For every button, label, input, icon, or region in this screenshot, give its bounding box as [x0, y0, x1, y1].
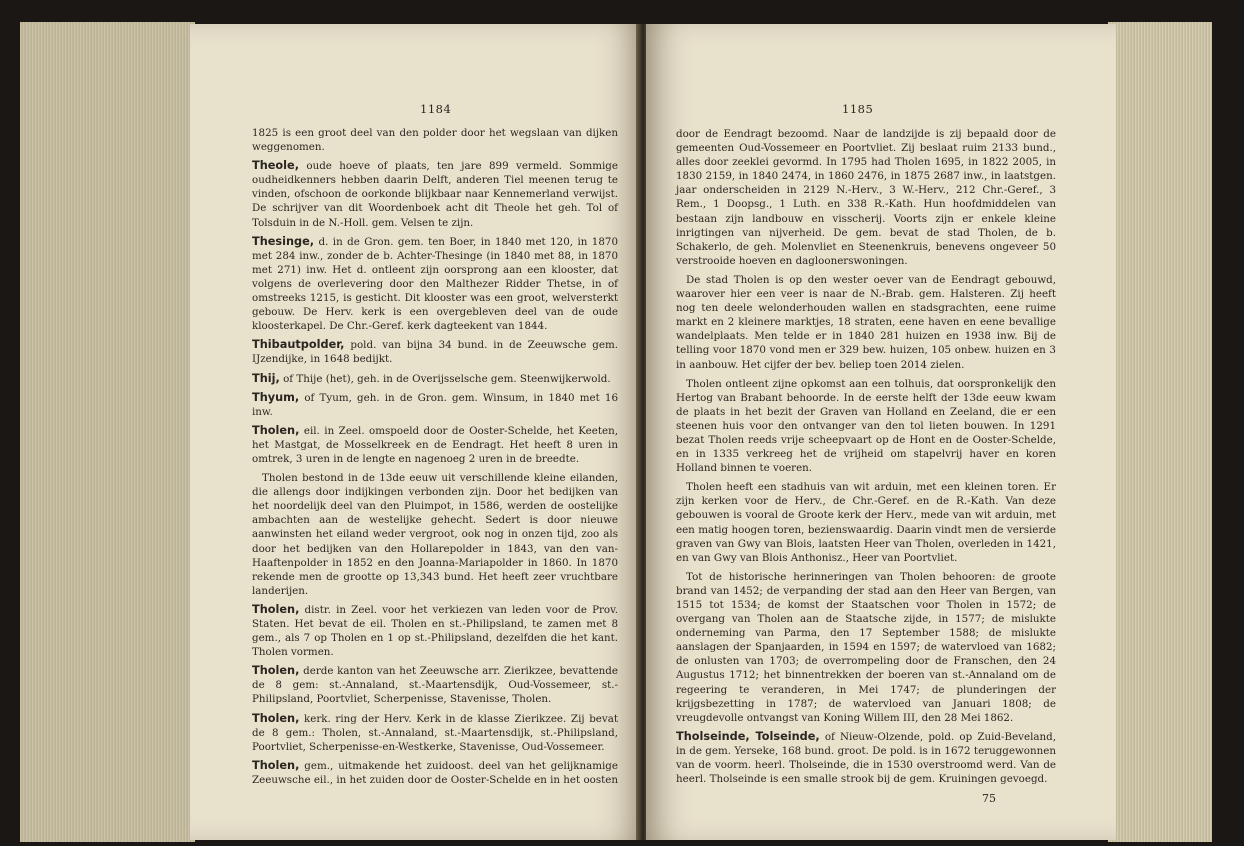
entry-headword: Thij, — [252, 371, 280, 385]
right-page — [646, 24, 1116, 840]
entry-text: De stad Tholen is op den wester oever van de Eendragt gebouwd, waarover hier een veer is naar de N.-Brab. gem. Halsteren. Zij heeft nog ten deele welonderhouden wallen en stadsgrachten, eene ruime markt en 2 kleinere marktjes, 18 straten, eene haven en eene bevallige wandelplaats. Men telde er in 1840 281 huizen en 1938 inw. Bij de telling voor 1870 vond men er 329 bew. huizen, 105 onbew. huizen en 3 in aanbouw. Het cijfer der bev. beliep toen 2014 zielen. — [676, 273, 1056, 371]
entry-text: eil. in Zeel. omspoeld door de Ooster-Schelde, het Keeten, het Mastgat, de Mosselkreek en de Eendragt. Het heeft 8 uren in omtrek, 3 uren in de lengte en nagenoeg 2 uren in de breedte. — [252, 424, 618, 465]
entry-text: gem., uitmakende het zuidoost. deel van het gelijknamige Zeeuwsche eil., in het zuiden door de Ooster-Schelde en in het oosten — [252, 759, 618, 786]
dictionary-entry — [252, 126, 618, 154]
signature-mark: 75 — [982, 792, 996, 805]
entry-headword: Thibautpolder, — [252, 338, 345, 352]
left-page — [190, 24, 642, 840]
entry-text: Tot de historische herinneringen van Tholen behooren: de groote brand van 1452; de verpanding der stad aan den Heer van Bergen, van 1515 tot 1534; de komst der Staatschen voor Tholen in 1572; de overgang van Tholen aan de Staatsche zijde, in 1577; de mislukte onderneming van Parma, den 17 September 1588; de mislukte aanslagen der Spanjaarden, in 1594 en 1597; de watervloed van 1682; de onlusten van 1703; de overrompeling door de Franschen, den 24 Augustus 1712; het binnentrekken der boeren van st.-Annaland om de regeering te veranderen, in Mei 1747; de plunderingen der krijgsbezetting in 1787; de watervloed van Januari 1808; de vreugdevolle ontvangst van Koning Willem III, den 28 Mei 1862. — [676, 570, 1056, 724]
right-page-text — [676, 127, 1056, 791]
entry-headword: Tholen, — [252, 602, 300, 616]
entry-text: of Thije (het), geh. in de Overijsselsche gem. Steenwijkerwold. — [279, 372, 611, 385]
entry-text: oude hoeve of plaats, ten jare 899 vermeld. Sommige oudheidkenners hebben daarin Delft, anderen Tiel meenen terug te vinden, ofschoon de oorkonde blijkbaar naar Kennemerland verwijst. De schrijver van dit Woordenboek acht dit Theole het geh. Tol of Tolsduin in de N.-Holl. gem. Velsen te zijn. — [252, 160, 618, 229]
entry-text: d. in de Gron. gem. ten Boer, in 1840 met 120, in 1870 met 284 inw., zonder de b. Achter-Thesinge (in 1840 met 88, in 1870 met 271) inw. Het d. ontleent zijn oorsprong aan een klooster, dat volgens de overlevering door den Malthezer Ridder Thetse, in of omstreeks 1215, is gesticht. Dit klooster was een groot, welversterkt gebouw. De Herv. kerk is een overgebleven deel van de oude kloosterkapel. De Chr.-Geref. kerk dagteekent van 1844. — [252, 235, 618, 333]
book-edge-right — [1108, 22, 1212, 842]
dictionary-entry — [676, 730, 1056, 786]
entry-headword: Thyum, — [252, 390, 300, 404]
dictionary-entry — [676, 570, 1056, 725]
entry-text: pold. van bijna 34 bund. in de Zeeuwsche gem. IJzendijke, in 1648 bedijkt. — [252, 339, 618, 366]
entry-headword: Tholen, — [252, 664, 300, 678]
left-page-text — [252, 126, 618, 792]
entry-headword: Tholen, — [252, 711, 300, 725]
dictionary-entry — [676, 273, 1056, 372]
entry-text: Tholen heeft een stadhuis van wit arduin, met een kleinen toren. Er zijn kerken voor de Herv., de Chr.-Geref. en de R.-Kath. Van deze gebouwen is vooral de Groote kerk der Herv., mede van wit arduin, met een matig hoogen toren, bezienswaardig. Daarin vindt men de versierde graven van Gwy van Blois, laatsten Heer van Tholen, overleden in 1421, en van Gwy van Blois Anthonisz., Heer van Poortvliet. — [676, 481, 1056, 564]
entry-headword: Thesinge, — [252, 234, 315, 248]
dictionary-entry — [252, 603, 618, 659]
entry-text: Tholen bestond in de 13de eeuw uit verschillende kleine eilanden, die allengs door indijkingen verbonden zijn. Door het bedijken van het noordelijk deel van den Pluimpot, in 1586, werden de oostelijke ambachten aan de westelijke gehecht. Sedert is door nieuwe aanwinsten het eiland weder vergroot, ook nog in onzen tijd, zoo als door het bedijken van den Hollarepolder in 1843, van den van-Haaftenpolder in 1852 en den Joanna-Mariapolder in 1860. In 1870 rekende men de grootte op 13,343 bund. Het heeft zeer vruchtbare landerijen. — [252, 472, 618, 597]
entry-text: of Tyum, geh. in de Gron. gem. Winsum, in 1840 met 16 inw. — [252, 391, 618, 418]
page-number-left: 1184 — [420, 102, 452, 116]
dictionary-entry — [252, 235, 618, 334]
dictionary-entry — [676, 377, 1056, 476]
dictionary-entry — [676, 127, 1056, 268]
entry-headword: Tholen, — [252, 423, 300, 437]
dictionary-entry — [252, 424, 618, 466]
book-edge-left — [20, 22, 195, 842]
dictionary-entry — [252, 372, 618, 386]
dictionary-entry — [252, 391, 618, 419]
entry-text: kerk. ring der Herv. Kerk in de klasse Zierikzee. Zij bevat de 8 gem.: Tholen, st.-Annaland, st.-Maartensdijk, st.-Philipsland, Poortvliet, Scherpenisse-en-Westkerke, Stavenisse, Oud-Vossemeer. — [252, 712, 618, 753]
entry-text: derde kanton van het Zeeuwsche arr. Zierikzee, bevattende de 8 gem: st.-Annaland, st.-Maartensdijk, Oud-Vossemeer, st.-Philipsland, Poortvliet, Scherpenisse, Stavenisse, Tholen. — [252, 665, 618, 706]
entry-headword: Theole, — [252, 159, 299, 173]
dictionary-entry — [252, 159, 618, 229]
dictionary-entry — [252, 712, 618, 754]
entry-text: distr. in Zeel. voor het verkiezen van leden voor de Prov. Staten. Het bevat de eil. Tholen en st.-Philipsland, te zamen met 8 gem., als 7 op Tholen en 1 op st.-Philipsland, dezelfden die het kant. Tholen vormen. — [252, 603, 618, 659]
dictionary-entry — [252, 664, 618, 706]
entry-text: door de Eendragt bezoomd. Naar de landzijde is zij bepaald door de gemeenten Oud-Vossemeer en Poortvliet. Zij beslaat ruim 2133 bund., alles door zeeklei gevormd. In 1795 had Tholen 1695, in 1822 2005, in 1830 2159, in 1840 2474, in 1860 2476, in 1875 2687 inw., in laatstgen. jaar onderscheiden in 2129 N.-Herv., 3 W.-Herv., 212 Chr.-Geref., 3 Rem., 1 Doopsg., 1 Luth. en 338 R.-Kath. Hun hoofdmiddelen van bestaan zijn landbouw en visscherij. Voorts zijn er enkele kleine inrigtingen van nijverheid. De gem. bevat de stad Tholen, de b. Schakerlo, de geh. Molenvliet en Steenenkruis, benevens ongeveer 50 verstrooide hoeven en dagloonerswoningen. — [676, 128, 1056, 267]
dictionary-entry — [252, 471, 618, 598]
entry-text: Tholen ontleent zijne opkomst aan een tolhuis, dat oorspronkelijk den Hertog van Brabant behoorde. In de eerste helft der 13de eeuw kwam de plaats in het bezit der Graven van Holland en Zeeland, die er een steenen huis voor den ontvanger van den tol lieten bouwen. In 1291 bezat Tholen reeds vrije scheepvaart op de Hont en de Ooster-Schelde, en in 1335 verkreeg het de vrijheid om stapelvrij haver en koren Holland binnen te voeren. — [676, 377, 1056, 475]
entry-text: of Nieuw-Olzende, pold. op Zuid-Beveland, in de gem. Yerseke, 168 bund. groot. De pold. is in 1672 teruggewonnen van de voorm. heerl. Tholseinde, die in 1530 overstroomd werd. Van de heerl. Tholseinde is een smalle strook bij de gem. Kruiningen gevoegd. — [676, 730, 1056, 786]
page-number-right: 1185 — [842, 102, 874, 116]
entry-text: 1825 is een groot deel van den polder door het wegslaan van dijken weggenomen. — [252, 127, 618, 154]
entry-headword: Tholen, — [252, 758, 300, 772]
dictionary-entry — [676, 480, 1056, 565]
dictionary-entry — [252, 338, 618, 366]
entry-headword: Tholseinde, Tolseinde, — [676, 729, 820, 743]
dictionary-entry — [252, 759, 618, 787]
